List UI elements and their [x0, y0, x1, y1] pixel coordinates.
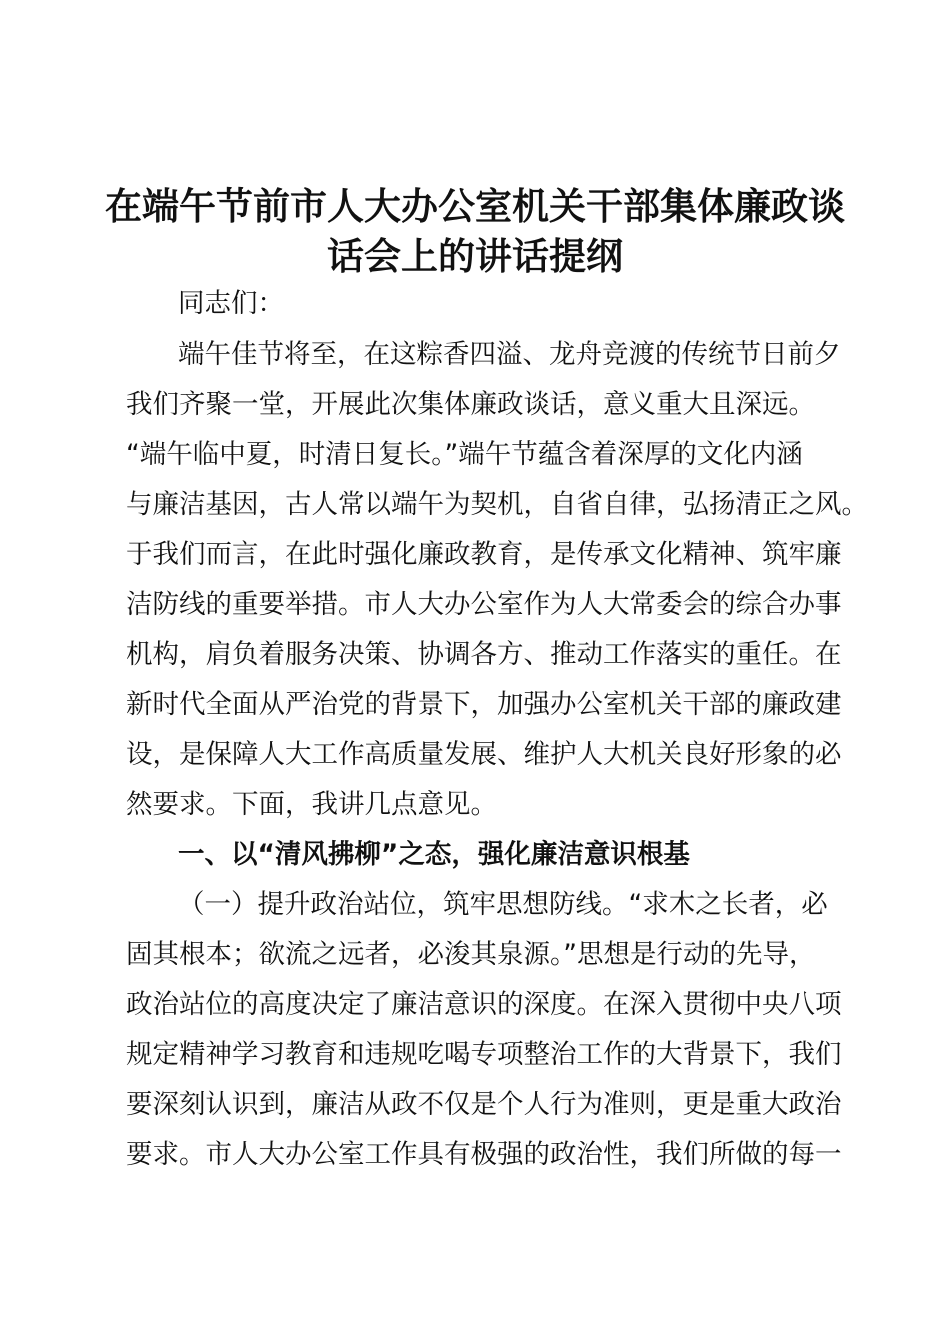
- paragraph-line: （一）提升政治站位，筑牢思想防线。“求木之长者，必: [178, 889, 828, 920]
- paragraph-line: 设，是保障人大工作高质量发展、维护人大机关良好形象的必: [126, 739, 842, 770]
- paragraph-line: 政治站位的高度决定了廉洁意识的深度。在深入贯彻中央八项: [126, 989, 842, 1020]
- paragraph-line: 我们齐聚一堂，开展此次集体廉政谈话，意义重大且深远。: [126, 389, 815, 420]
- section-heading: 一、以“清风拂柳”之态，强化廉洁意识根基: [178, 839, 690, 870]
- paragraph-line: 要深刻认识到，廉洁从政不仅是个人行为准则，更是重大政治: [126, 1089, 842, 1120]
- paragraph-line: 于我们而言，在此时强化廉政教育，是传承文化精神、筑牢廉: [126, 539, 842, 570]
- salutation: 同志们：: [178, 288, 284, 319]
- title-line-2: 话会上的讲话提纲: [327, 235, 623, 278]
- paragraph-line: 端午佳节将至，在这粽香四溢、龙舟竞渡的传统节日前夕: [178, 339, 841, 370]
- title-line-1: 在端午节前市人大办公室机关干部集体廉政谈: [105, 185, 845, 228]
- paragraph-line: 要求。市人大办公室工作具有极强的政治性，我们所做的每一: [126, 1139, 842, 1170]
- paragraph-line: 固其根本；欲流之远者，必浚其泉源。”思想是行动的先导，: [126, 939, 816, 970]
- paragraph-line: 新时代全面从严治党的背景下，加强办公室机关干部的廉政建: [126, 689, 842, 720]
- paragraph-line: 然要求。下面，我讲几点意见。: [126, 789, 497, 820]
- paragraph-line: 与廉洁基因，古人常以端午为契机，自省自律，弘扬清正之风。: [126, 489, 868, 520]
- paragraph-line: 规定精神学习教育和违规吃喝专项整治工作的大背景下，我们: [126, 1039, 842, 1070]
- paragraph-line: 洁防线的重要举措。市人大办公室作为人大常委会的综合办事: [126, 589, 842, 620]
- paragraph-line: “端午临中夏，时清日复长。”端午节蕴含着深厚的文化内涵: [126, 439, 803, 470]
- paragraph-line: 机构，肩负着服务决策、协调各方、推动工作落实的重任。在: [126, 639, 842, 670]
